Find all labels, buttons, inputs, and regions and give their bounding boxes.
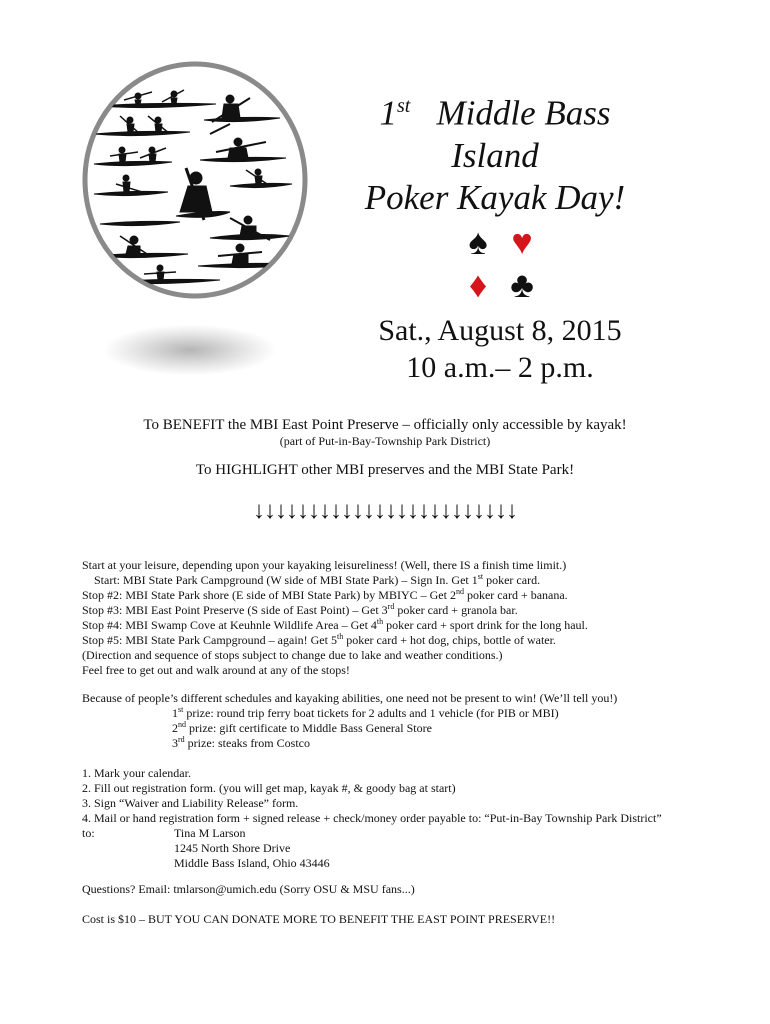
address-name: Tina M Larson	[174, 826, 246, 840]
step-3: 3. Sign “Waiver and Liability Release” form.	[82, 796, 299, 810]
step-2: 2. Fill out registration form. (you will get map, kayak #, & goody bag at start)	[82, 781, 456, 795]
prize-3: 3rd prize: steaks from Costco	[172, 735, 310, 750]
event-datetime	[340, 312, 660, 386]
stops-section	[82, 558, 722, 678]
cost-line: Cost is $10 – BUT YOU CAN DONATE MORE TO BENEFIT THE EAST POINT PRESERVE!!	[82, 912, 556, 926]
down-arrows-icon: ↓↓↓↓↓↓↓↓↓↓↓↓↓↓↓↓↓↓↓↓↓↓↓↓	[253, 498, 517, 524]
mailing-address	[82, 826, 722, 841]
prizes-section	[82, 691, 722, 751]
highlight-line: To HIGHLIGHT other MBI preserves and the MBI State Park!	[195, 462, 575, 478]
suits-row-2	[450, 265, 550, 305]
benefit-subline: (part of Put-in-Bay-Township Park District)	[279, 434, 491, 448]
event-title	[340, 85, 650, 219]
to-label: to:	[82, 826, 95, 840]
title-line-1: 1st Middle Bass	[379, 93, 611, 133]
kayak-logo	[80, 60, 310, 300]
stop-5: Stop #5: MBI State Park Campground – again! Get 5th poker card + hot dog, chips, bottle of water.	[82, 632, 556, 647]
step-4: 4. Mail or hand registration form + signed release + check/money order payable to: “Put-in-Bay Township Park District”	[82, 811, 662, 825]
address-street: 1245 North Shore Drive	[174, 841, 291, 855]
stops-intro: Start at your leisure, depending upon your kayaking leisureliness! (Well, there IS a finish time limit.)	[82, 558, 567, 572]
suits-row-1	[450, 222, 550, 262]
logo-shadow	[105, 325, 275, 375]
questions-line: Questions? Email: tmlarson@umich.edu (Sorry OSU & MSU fans...)	[82, 882, 415, 896]
club-icon: ♣	[510, 265, 534, 305]
event-time: 10 a.m.– 2 p.m.	[406, 351, 594, 384]
stops-note-1: (Direction and sequence of stops subject to change due to lake and weather conditions.)	[82, 648, 503, 662]
title-line-2: Island	[451, 135, 539, 175]
steps-section	[82, 766, 722, 871]
event-date: Sat., August 8, 2015	[378, 314, 622, 347]
heart-icon: ♥	[511, 222, 533, 262]
stop-4: Stop #4: MBI Swamp Cove at Keuhnle Wildlife Area – Get 4th poker card + sport drink for the long haul.	[82, 617, 588, 632]
step-1: 1. Mark your calendar.	[82, 766, 191, 780]
stop-start: Start: MBI State Park Campground (W side of MBI State Park) – Sign In. Get 1st poker card.	[94, 572, 541, 587]
title-line-3: Poker Kayak Day!	[364, 177, 626, 217]
spade-icon: ♠	[468, 222, 488, 262]
prize-2: 2nd prize: gift certificate to Middle Bass General Store	[172, 720, 432, 735]
address-city: Middle Bass Island, Ohio 43446	[174, 856, 330, 870]
stops-note-2: Feel free to get out and walk around at any of the stops!	[82, 663, 350, 677]
stop-2: Stop #2: MBI State Park shore (E side of MBI State Park) by MBIYC – Get 2nd poker card + banana.	[82, 587, 568, 602]
prizes-intro: Because of people’s different schedules and kayaking abilities, one need not be present to win! (We’ll tell you!)	[82, 691, 618, 705]
benefit-line: To BENEFIT the MBI East Point Preserve – officially only accessible by kayak!	[143, 417, 627, 433]
stop-3: Stop #3: MBI East Point Preserve (S side of East Point) – Get 3rd poker card + granola bar.	[82, 602, 518, 617]
diamond-icon: ♦	[468, 265, 488, 305]
prize-1: 1st prize: round trip ferry boat tickets for 2 adults and 1 vehicle (for PIB or MBI)	[172, 705, 559, 720]
